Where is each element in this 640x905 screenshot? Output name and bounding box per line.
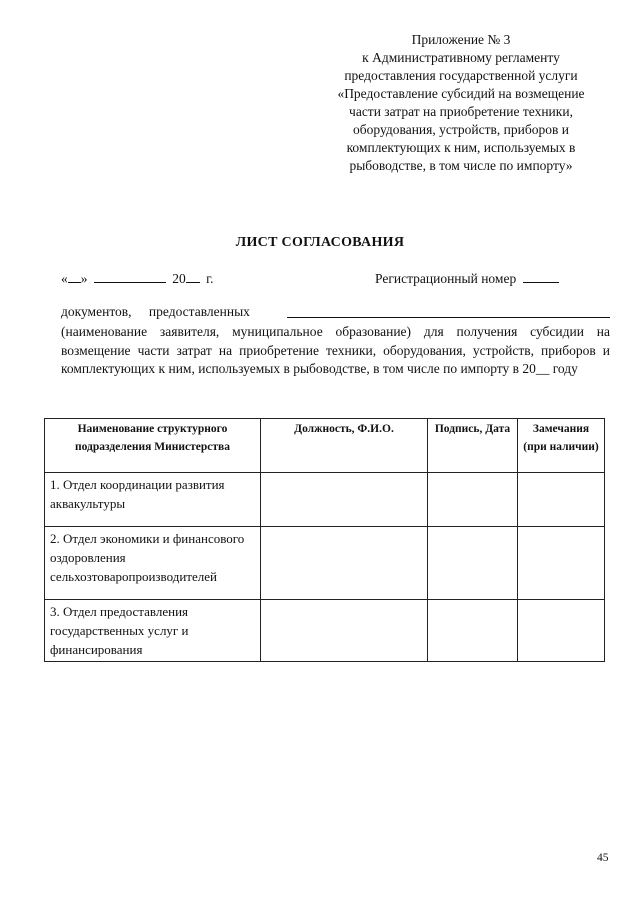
appendix-line: оборудования, устройств, приборов и xyxy=(353,122,569,137)
appendix-line: части затрат на приобретение техники, xyxy=(349,104,573,119)
registration-line xyxy=(375,270,559,287)
department-cell: 3. Отдел предоставления государственных услуг и финансирования xyxy=(45,600,261,662)
department-cell: 1. Отдел координации развития аквакультуры xyxy=(45,473,261,527)
day-blank[interactable] xyxy=(68,270,81,283)
appendix-header xyxy=(310,31,612,175)
appendix-line: Приложение № 3 xyxy=(411,32,511,47)
position-cell[interactable] xyxy=(261,473,428,527)
documents-line xyxy=(61,304,250,320)
remarks-cell[interactable] xyxy=(518,600,605,662)
remarks-cell[interactable] xyxy=(518,473,605,527)
registration-label: Регистрационный номер xyxy=(375,271,517,286)
table-row xyxy=(45,527,605,600)
header-position: Должность, Ф.И.О. xyxy=(261,419,428,473)
signature-cell[interactable] xyxy=(428,527,518,600)
year-blank[interactable] xyxy=(186,270,200,283)
appendix-line: рыбоводстве, в том числе по импорту» xyxy=(349,158,573,173)
table-row xyxy=(45,473,605,527)
year-prefix: 20 xyxy=(172,271,186,286)
table-row xyxy=(45,600,605,662)
registration-number-blank[interactable] xyxy=(523,270,559,283)
header-remarks: Замечания (при наличии) xyxy=(518,419,605,473)
date-close-quote: » xyxy=(80,271,88,286)
document-title: ЛИСТ СОГЛАСОВАНИЯ xyxy=(235,235,405,250)
appendix-line: к Административному регламенту xyxy=(362,50,560,65)
appendix-line: предоставления государственной услуги xyxy=(344,68,578,83)
documents-word: документов, xyxy=(61,304,132,319)
applicant-name-blank[interactable] xyxy=(287,305,610,318)
year-suffix: г. xyxy=(206,271,214,286)
appendix-line: «Предоставление субсидий на возмещение xyxy=(337,86,585,101)
provided-word: предоставленных xyxy=(148,304,250,319)
remarks-cell[interactable] xyxy=(518,527,605,600)
applicant-paragraph: (наименование заявителя, муниципальное образование) для получения субсидии на возмещение части затрат на приобретение техники, оборудования, устройств, приборов и комплектующих к ним, используемых в рыбоводстве, в том числе по импорту в 20__ году xyxy=(61,324,610,377)
position-cell[interactable] xyxy=(261,600,428,662)
header-signature: Подпись, Дата xyxy=(428,419,518,473)
position-cell[interactable] xyxy=(261,527,428,600)
month-blank[interactable] xyxy=(94,270,166,283)
page-number: 45 xyxy=(597,852,609,864)
signature-cell[interactable] xyxy=(428,600,518,662)
department-cell: 2. Отдел экономики и финансового оздоровления сельхозтоваропроизводителей xyxy=(45,527,261,600)
approval-table xyxy=(44,418,605,662)
header-department: Наименование структурного подразделения Министерства xyxy=(45,419,261,473)
table-header-row xyxy=(45,419,605,473)
date-open-quote: « xyxy=(61,271,68,286)
date-line xyxy=(61,270,214,287)
signature-cell[interactable] xyxy=(428,473,518,527)
appendix-line: комплектующих к ним, используемых в xyxy=(346,140,576,155)
